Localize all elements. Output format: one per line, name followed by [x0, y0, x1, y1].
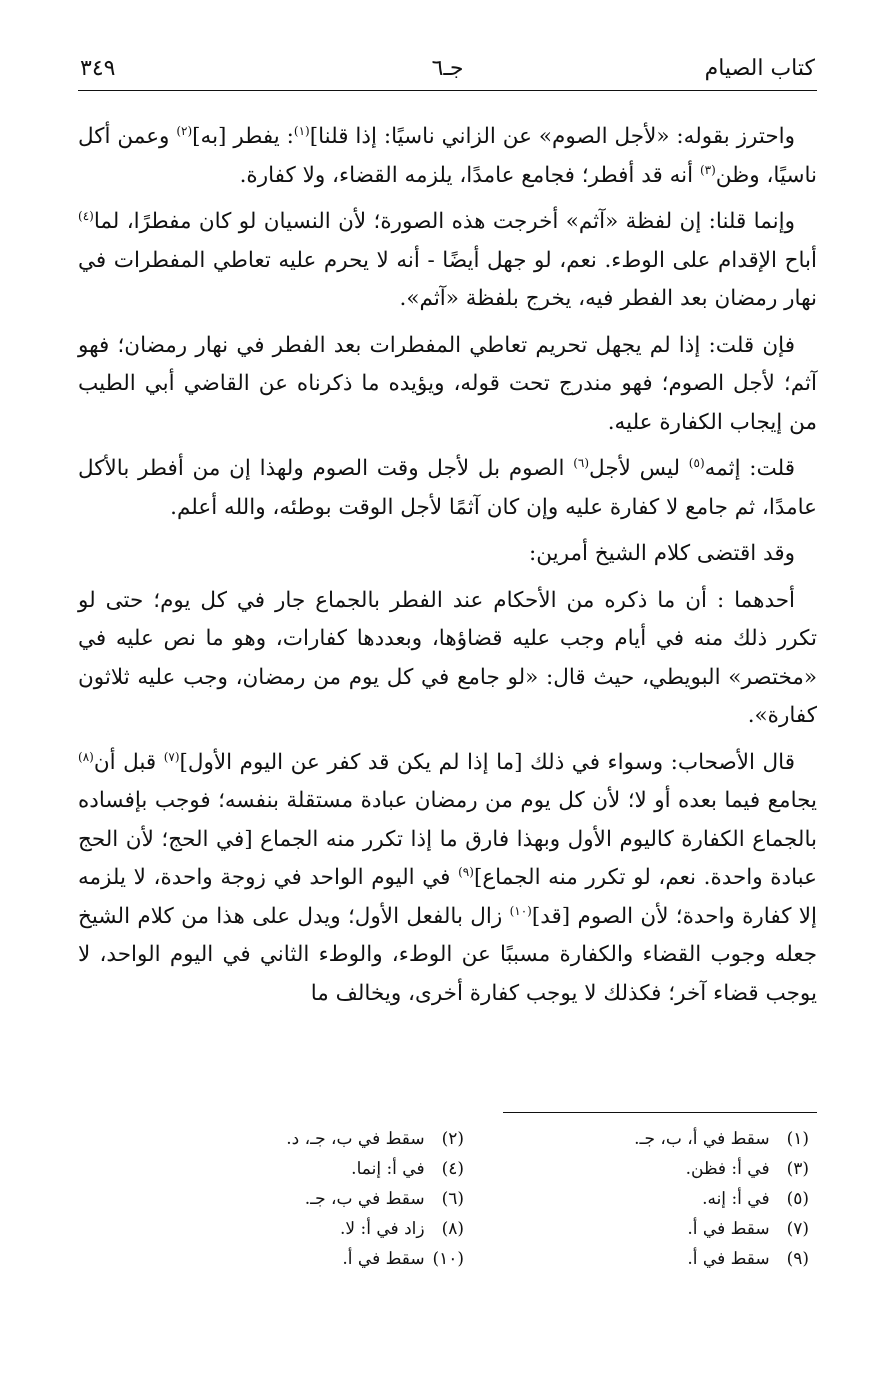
footnote: (١٠) سقط في أ. — [342, 1249, 464, 1269]
footnote: (٢) سقط في ب، جـ، د. — [286, 1129, 464, 1149]
footnote-marker: (٣) — [699, 162, 716, 177]
footnote: (٤) في أ: إنما. — [351, 1159, 464, 1179]
footnote: (٩) سقط في أ. — [687, 1249, 809, 1269]
paragraph: قال الأصحاب: وسواء في ذلك [ما إذا لم يكن قد كفر عن اليوم الأول]$^{(٧)}$ قبل أن$^{(٨)}$ يجامع فيما بعده أو لا؛ لأن كل يوم من رمضان عبادة مستقلة بنفسه؛ فوجب بإفساده بالجماع الكفارة كاليوم الأول وبهذا فارق ما إذا تكرر منه الجماع [في الحج؛ لأن الحج عبادة واحدة. نعم، لو تكرر منه الجماع]$^{(٩)}$ في اليوم الواحد في زوجة واحدة، لا يلزمه إلا كفارة واحدة؛ لأن الصوم [قد]$^{(١٠)}$ زال بالفعل الأول؛ ويدل على هذا من كلام الشيخ جعله وجوب القضاء والكفارة مسببًا عن الوطء، والوطء الثاني في اليوم الواحد، لا يوجب قضاء آخر؛ فكذلك لا يوجب كفارة أخرى، ويخالف ما — [78, 749, 817, 1006]
footnote-marker: (٤) — [78, 208, 94, 223]
footnote-divider — [503, 1112, 817, 1113]
paragraph: قلت: إثمه$^{(٥)}$ ليس لأجل$^{(٦)}$ الصوم بل لأجل وقت الصوم ولهذا إن من أفطر بالأكل عامدًا، ثم جامع لا كفارة عليه وإن كان آثمًا لأجل الوقت بوطئه، والله أعلم. — [78, 455, 817, 520]
footnote-marker: (١٠) — [509, 903, 532, 918]
footnote-marker: (٧) — [163, 749, 180, 764]
footnote-marker: (٩) — [458, 864, 474, 879]
footnotes-left-column — [119, 1124, 464, 1274]
footnote: (١) سقط في أ، ب، جـ. — [634, 1129, 809, 1149]
paragraph: فإن قلت: إذا لم يجهل تحريم تعاطي المفطرات بعد الفطر في نهار رمضان؛ فهو آثم؛ لأجل الصوم؛ فهو مندرج تحت قوله، ويؤيده ما ذكرناه عن القاضي أبي الطيب من إيجاب الكفارة عليه. — [78, 332, 817, 435]
footnote-marker: (٦) — [573, 455, 590, 470]
paragraph: وإنما قلنا: إن لفظة «آثم» أخرجت هذه الصورة؛ لأن النسيان لو كان مفطرًا، لما$^{(٤)}$ أباح الإقدام على الوطء. نعم، لو جهل أيضًا - أنه لا يحرم عليه تعاطي المفطرات في نهار رمضان بعد الفطر فيه، يخرج بلفظة «آثم». — [78, 208, 817, 311]
footnote: (٥) في أ: إنه. — [702, 1189, 809, 1209]
footnote: (٧) سقط في أ. — [687, 1219, 809, 1239]
main-text — [78, 118, 817, 1021]
footnote: (٨) زاد في أ: لا. — [340, 1219, 464, 1239]
footnotes — [119, 1124, 809, 1274]
footnote-marker: (٥) — [688, 455, 705, 470]
paragraph: أحدهما : أن ما ذكره من الأحكام عند الفطر بالجماع جار في كل يوم؛ حتى لو تكرر ذلك منه في أيام وجب عليه قضاؤها، وبعددها كفارات، وهو ما نص عليه في «مختصر» البويطي، حيث قال: «لو جامع في كل يوم من رمضان، وجب عليه ثلاثون كفارة». — [78, 587, 817, 728]
paragraph: وقد اقتضى كلام الشيخ أمرين: — [529, 541, 795, 566]
footnote-marker: (١) — [293, 123, 310, 138]
footnote-marker: (٨) — [78, 749, 94, 764]
paragraph: واحترز بقوله: «لأجل الصوم» عن الزاني ناسيًا: إذا قلنا]$^{(١)}$: يفطر [به]$^{(٢)}$ وعمن أكل ناسيًا، وظن$^{(٣)}$ أنه قد أفطر؛ فجامع عامدًا، يلزمه القضاء، ولا كفارة. — [78, 123, 817, 188]
volume-label: جـ٦ — [431, 56, 464, 81]
footnotes-right-column — [464, 1124, 809, 1274]
page-number: ٣٤٩ — [80, 56, 116, 81]
footnote: (٦) سقط في ب، جـ. — [304, 1189, 464, 1209]
footnote-marker: (٢) — [176, 123, 193, 138]
running-header — [78, 50, 817, 91]
book-section-title: كتاب الصيام — [704, 56, 815, 81]
footnote: (٣) في أ: فظن. — [685, 1159, 809, 1179]
